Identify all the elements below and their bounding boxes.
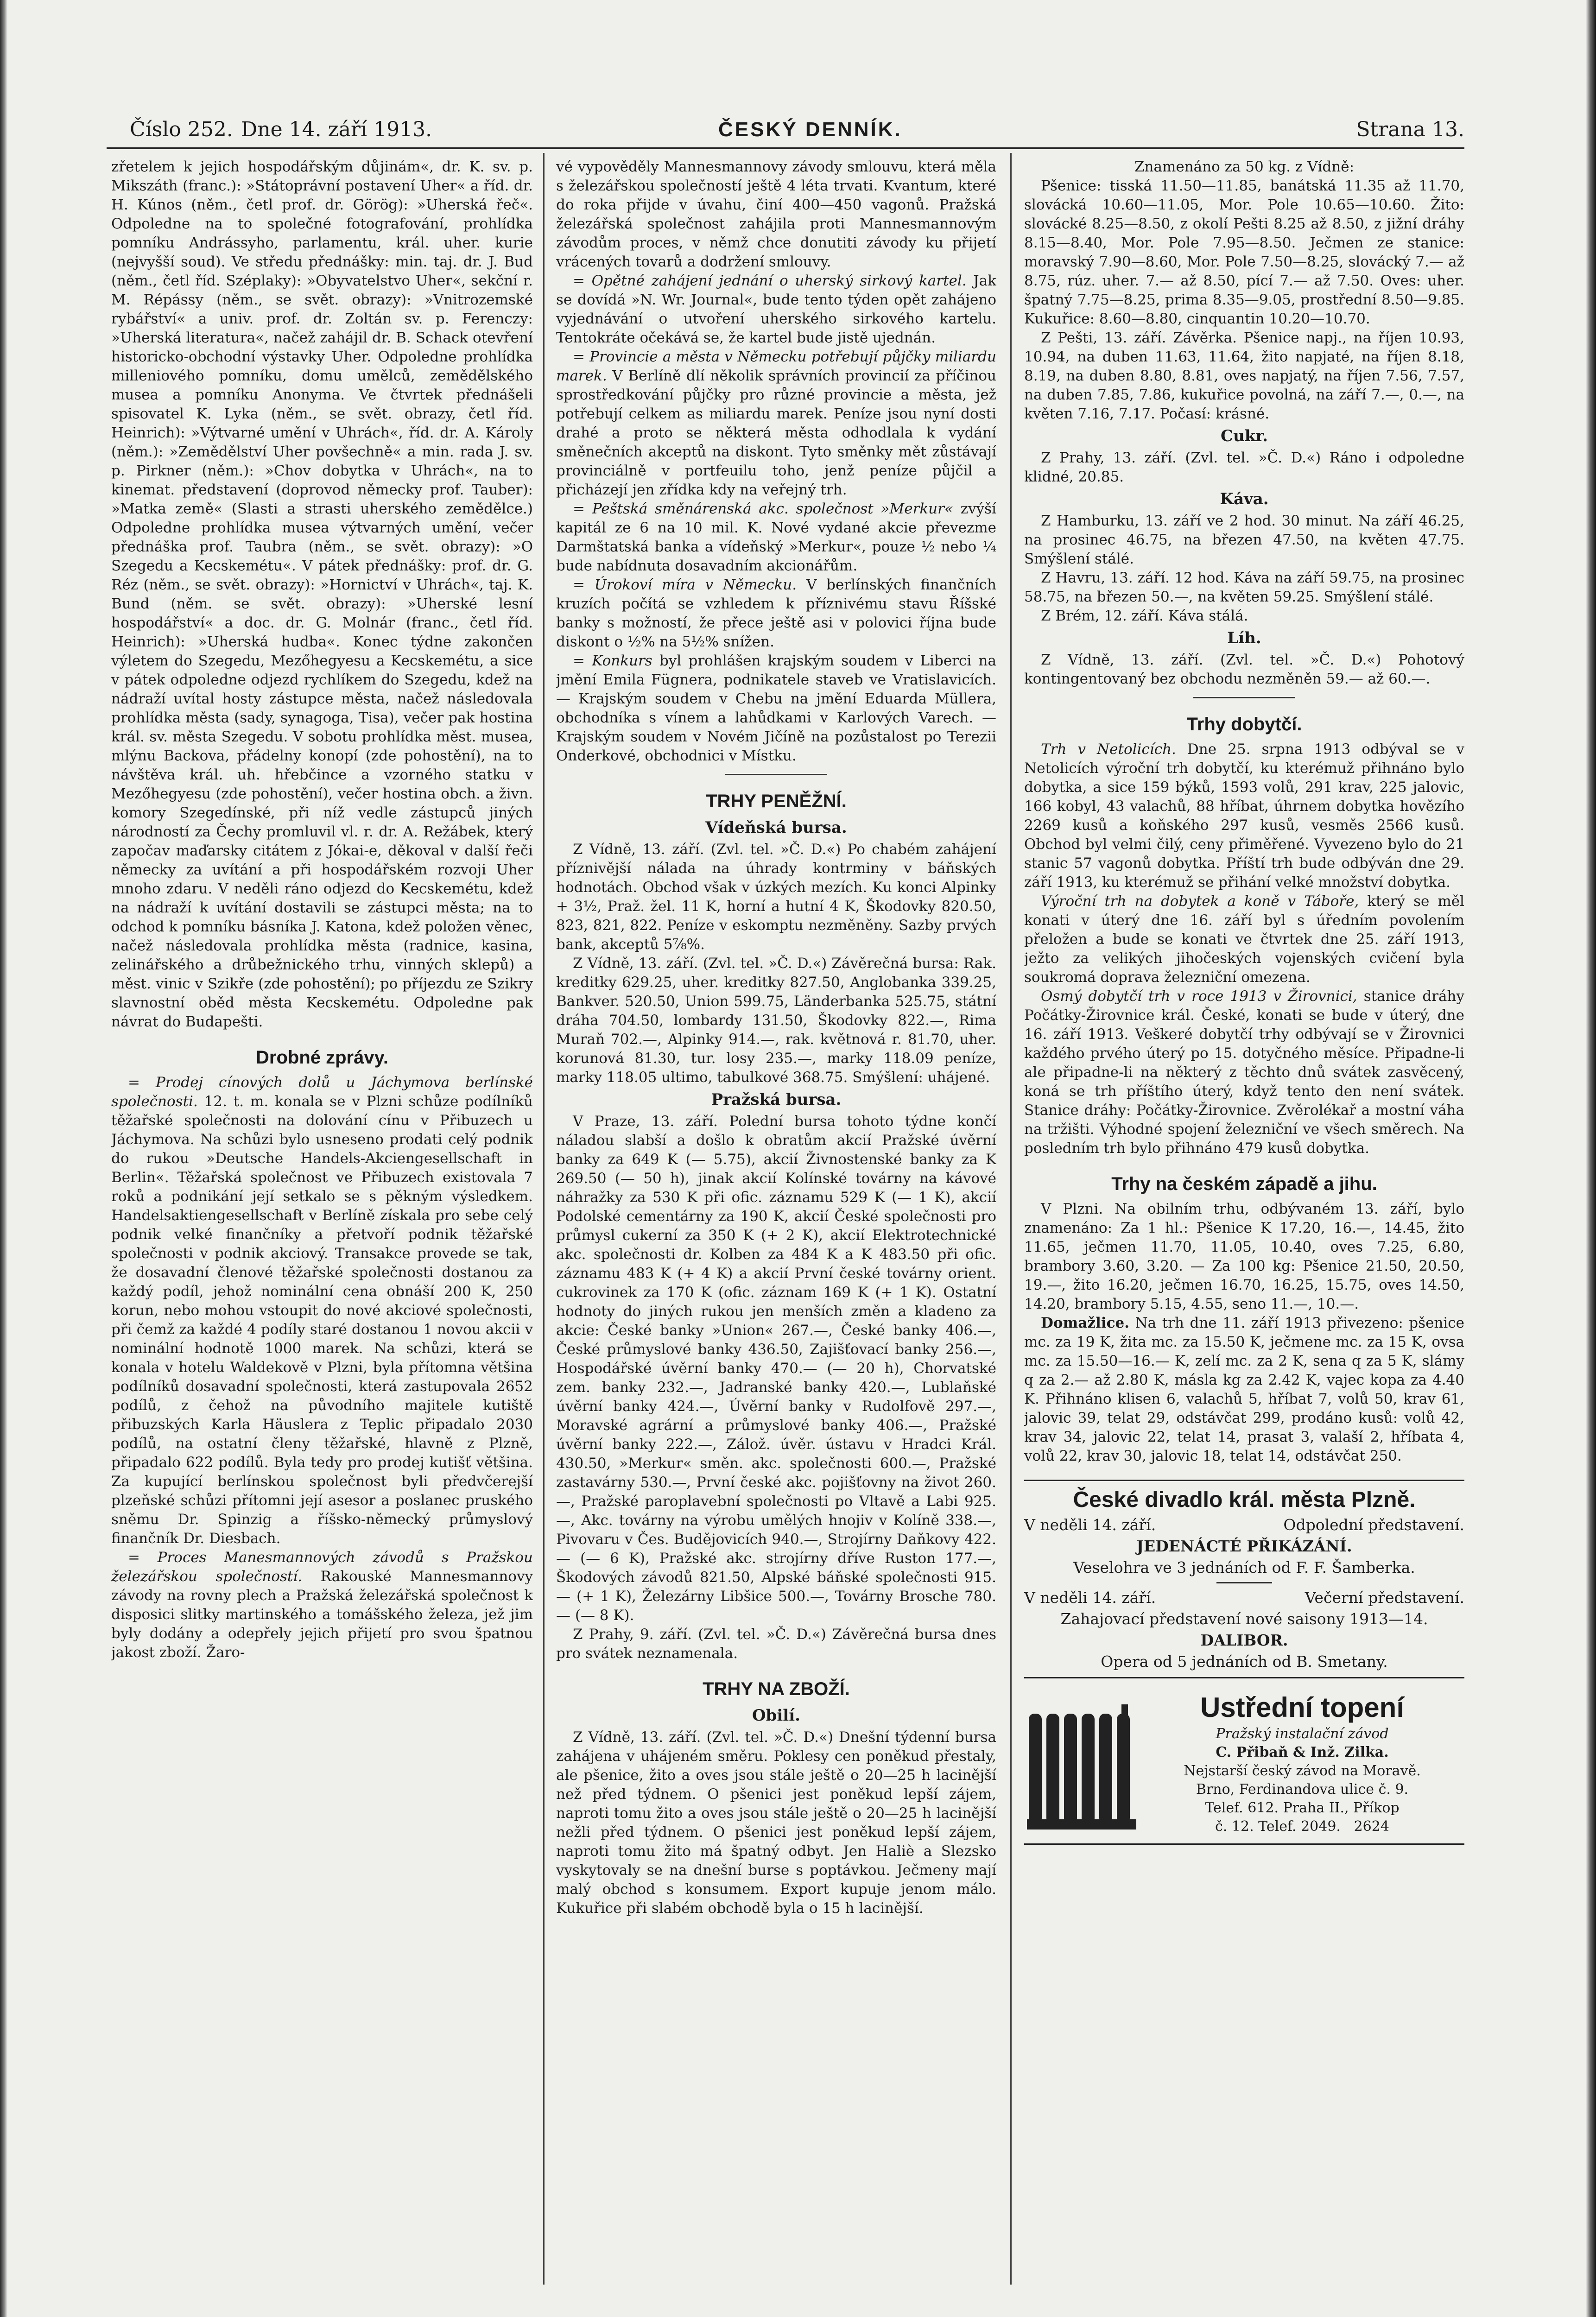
performance-2-date: V neděli 14. září. — [1024, 1589, 1156, 1607]
news-item-body: V Berlíně dlí několik správních provincií za příčinou sprostředkování půjčky pro různé provincie a města, jež potřebují celkem as miliardu marek. Peníze jsou nyní dosti drahé a proto se některá města odhodlala k vydání směnečních akceptů na diskont. Tyto směnky mět zůstávají provinciálně v portfeuilu toho, jenž peníze půjčil a přicházejí jen zřídka kdy na veřejný trh. — [556, 367, 996, 498]
news-item-lead: Trh v Netolicích. — [1041, 741, 1176, 758]
column-divider-2 — [1010, 153, 1012, 2285]
subsection-title-kava: Káva. — [1220, 490, 1269, 508]
news-item — [556, 272, 996, 348]
market-report: Z Vídně, 13. září. (Zvl. tel. »Č. D.«) Závěrečná bursa: Rak. kreditky 629.25, uher. kreditky 827.50, Anglobanka 339.25, Bankver. 520.50, Union 599.75, Länderbanka 525.75, státní dráha 704.50, lombardy 131.50, Škodovky 822.—, Rima Muraň 702.—, Alpinky 914.—, rak. květnová r. 81.70, uher. korunová 81.30, tur. losy 235.—, marky 118.09 peníze, marky 118.05 ultimo, tabulkové 368.75. Smýšlení: uhájené. — [556, 955, 996, 1086]
performance-1-title: JEDENÁCTÉ PŘIKÁZÁNÍ. — [1136, 1537, 1352, 1555]
market-report: Z Vídně, 13. září. (Zvl. tel. »Č. D.«) Pohotový kontingentovaný bez obchodu nezměněn 59.— až 60.—. — [1024, 652, 1464, 687]
news-item-body: Dne 25. srpna 1913 odbýval se v Netolicích výroční trh dobytčí, ku kterémuž přihnáno bylo dobytka, a sice 159 býků, 1593 volů, 291 krav, 225 jalovic, 166 kobyl, 43 valachů, 88 hříbat, úhrnem dobytka hovězího 2269 kusů a koňského 297 kusů, vesměs 2566 kusů. Obchod byl velmi čilý, ceny přiměřené. Vyvezeno bylo do 21 stanic 57 vagonů dobytka. Příští trh bude odbýván dne 29. září 1913, ku kterémuž se přihání velké množství dobytka. — [1024, 741, 1464, 891]
performance-2-title: DALIBOR. — [1200, 1631, 1288, 1649]
masthead: ČESKÝ DENNÍK. — [718, 118, 902, 141]
ad-address: Brno, Ferdinandova ulice č. 9. — [1196, 1781, 1409, 1798]
performance-1-desc: Veselohra ve 3 jednáních od F. F. Šamberka. — [1073, 1558, 1415, 1576]
news-item — [556, 500, 996, 576]
issue-date: Dne 14. září 1913. — [241, 118, 432, 141]
news-item-body: 12. t. m. konala se v Plzni schůze podílníků těžařské společnosti na dolování cínu v Přibuzech u Jáchymova. Na schůzi bylo usneseno prodati celý podnik do rukou »Deutsche Handels-Akciengesellschaft in Berlin«. Těžařská společnost ve Přibuzech existovala 7 roků a podnikání její setkalo se s pěkným výsledkem. Handelsaktiengesellschaft v Berlíně získala pro sebe celý podnik velké finančníky a přetvoří podnik těžařské společnosti v podnik akciový. Transakce provede se tak, že dosavadní členové těžařské společnosti dostanou za každý podíl, jehož nominální cena obnáší 200 K, 250 korun, nebo mohou vstoupit do nové akciové společnosti, při čemž za každé 4 podíly staré dostanou 1 novou akcii v nominální hodnotě 1000 marek. Na schůzi, která se konala v hotelu Waldekově v Plzni, byla přítomna většina podílníků dosavadní společnosti, která zastupovala 2652 podílů, z čehož na původního majitele kutiště přibuzských Karla Häuslera z Teplic připadalo 2030 podílů, na ostatní členy těžařské, hlavně z Plzně, připadalo 622 podílů. Byla tedy pro prodej kutišť většina. Za kupující berlínskou společnost byli předvčerejší plzeňské schůzi přítomni její asesor a poslanec pruského sněmu Dr. Spinzig a říšsko-německý průmyslový finančník Dr. Diesbach. — [111, 1093, 533, 1547]
ad-phone: Telef. 612. Praha II., Příkop — [1205, 1800, 1400, 1816]
market-report: Z Prahy, 13. září. (Zvl. tel. »Č. D.«) Ráno i odpoledne klidné, 20.85. — [1024, 449, 1464, 485]
news-item — [556, 652, 996, 766]
subsection-title-cukr: Cukr. — [1221, 427, 1268, 445]
market-report: Z Vídně, 13. září. (Zvl. tel. »Č. D.«) Po chabém zahájení příznivější nálada na úhrady kontrminy v báňských hodnotách. Obchod však v úzkých mezích. Ku konci Alpinky + 3½, Praž. žel. 11 K, horní a hutní 4 K, Škodovky 820.50, 823, 821, 822. Peníze v eskomptu nezměněny. Sazby prvých bank, akceptů 5⅞%. — [556, 841, 996, 953]
performance-2-type: Večerní představení. — [1305, 1589, 1464, 1607]
page-number: Strana 13. — [1356, 118, 1464, 141]
section-title-trhy-penezni: TRHY PENĚŽNÍ. — [706, 791, 847, 811]
performance-1-type: Odpolední představení. — [1283, 1516, 1464, 1534]
market-report: Z Hamburku, 13. září ve 2 hod. 30 minut. Na září 46.25, na prosinec 46.75, na březen 47.50, na květen 47.75. Smýšlení stálé. — [1024, 513, 1464, 567]
radiator-icon — [1024, 1690, 1140, 1830]
price-list: Z Pešti, 13. září. Závěrka. Pšenice napj., na říjen 10.93, 10.94, na duben 11.63, 11.64, žito napjaté, na říjen 8.18, 8.19, na duben 8.80, 8.81, oves napjatý, na říjen 7.56, 7.57, na duben 7.85, 7.86, kukuřice povolná, na září 7.—, 0.—, na květen 7.16, 7.17. Počasí: krásné. — [1024, 329, 1464, 422]
issue-number: Číslo 252. — [130, 118, 233, 141]
theater-title: České divadlo král. města Plzně. — [1073, 1488, 1416, 1512]
ad-phone — [1140, 1817, 1464, 1836]
news-item-body: Jak se dovídá »N. Wr. Journal«, bude tento týden opět zahájeno vyjednávání o utvoření uherského sirkového kartelu. Tentokráte očekává se, že kartel bude jistě ujednán. — [556, 272, 996, 346]
divider — [1193, 697, 1295, 698]
price-list: Pšenice: tisská 11.50—11.85, banátská 11.35 až 11.70, slovácká 10.60—11.05, Mor. Pole 10.65—10.60. Žito: slovácké 8.25—8.50, z okolí Pešti 8.25 až 8.50, z jižní dráhy 8.15—8.40, Mor. Pole 7.95—8.50. Ječmen ze stanice: moravský 7.90—8.60, Mor. Pole 7.50—8.25, slovácký 7.— až 8.75, rúz. uher. 7.— až 8.50, pící 7.— až 7.50. Oves: uher. špatný 7.75—8.25, prima 8.35—9.05, prostřední 8.50—9.85. Kukuřice: 8.60—8.80, cinquantin 10.20—10.70. — [1024, 177, 1464, 327]
column-3 — [1024, 158, 1464, 2289]
news-item — [556, 348, 996, 500]
ad-title: Ustřední topení — [1200, 1692, 1404, 1723]
section-title-trhy-dobytci: Trhy dobytčí. — [1186, 714, 1302, 734]
header-rule — [107, 147, 1464, 149]
ad-reference-number: 2624 — [1354, 1818, 1389, 1835]
news-item-lead: Domažlice. — [1041, 1315, 1129, 1331]
scan-edge-left — [0, 0, 7, 2317]
performance-2-desc: Zahajovací představení nové saisony 1913—14. — [1060, 1610, 1428, 1628]
news-item-lead: = Peštská směnárenská akc. společnost »Merkur« — [573, 500, 953, 517]
news-item — [556, 576, 996, 652]
news-item-lead: = Opětné zahájení jednání o uherský sirkový kartel. — [573, 272, 967, 289]
scan-edge-right — [1586, 0, 1596, 2317]
ad-phone-2: č. 12. Telef. 2049. — [1215, 1818, 1341, 1835]
market-report: V Praze, 13. září. Polední bursa tohoto týdne končí náladou slabší a došlo k obratům akcií Pražské úvěrní banky za 649 K (— 5.75), akcií Živnostenské banky za K 269.50 (— 50 h), jinak akcií Kolínské továrny na kávové náhražky za 530 K při ofic. záznamu 529 K (— 1 K), akcií Podolské cementárny za 190 K, akcií České společnosti pro průmysl cukerní za 350 K (+ 2 K), akcií Elektrotechnické akc. společnosti dr. Kolben za 484 K a K 483.50 při ofic. záznamu 483 K (+ 4 K) a akcií První české továrny orient. cukrovinek za 170 K (ofic. záznam 169 K (+ 1 K). Ostatní hodnoty do jiných rukou jen menších změn a kladeno za akcie: České banky »Union« 267.—, České banky 406.—, České průmyslové banky 436.50, Zajišťovací banky 256.—, Hospodářské úvěrní banky 470.— (— 20 h), Chorvatské zem. banky 232.—, Jadranské banky 420.—, Lublaňské úvěrní banky 424.—, Úvěrní banky v Rudolfově 297.—, Moravské agrární a průmyslové banky 406.—, Pražské úvěrní banky 222.—, Zálož. úvěr. ústavu v Hradci Král. 430.50, »Merkur« směn. akc. společnosti 600.—, Pražské zastavárny 530.—, První české akc. pojišťovny na život 260.—, Pražské paroplavební společnosti po Vltavě a Labi 925.—, Akc. továrny na výrobu umělých hnojiv v Kolíně 338.—, Pivovaru v Čes. Budějovicích 940.—, Strojírny Daňkovy 422.— (— 6 K), Pražské akc. strojírny dříve Ruston 177.—, Škodových závodů 821.50, Alpské báňské společnosti 915.— (+ 1 K), Železárny Libšice 500.—, Továrny Brosche 780.— (— 8 K). — [556, 1113, 996, 1624]
ad-line: Pražský instalační závod — [1216, 1726, 1389, 1742]
column-1 — [111, 158, 533, 2289]
news-item-lead: = Konkurs — [573, 652, 652, 669]
section-title-drobne-zpravy: Drobné zprávy. — [256, 1047, 388, 1068]
price-note: Znamenáno za 50 kg. z Vídně: — [1134, 158, 1355, 175]
subsection-title-viden: Vídeňská bursa. — [705, 818, 847, 837]
news-item — [1024, 740, 1464, 892]
market-report: Z Havru, 13. září. 12 hod. Káva na září 59.75, na prosinec 58.75, na březen 50.—, na květen 59.25. Smýšlení stálé. — [1024, 570, 1464, 605]
ad-line: Nejstarší český závod na Moravě. — [1184, 1763, 1421, 1779]
news-item-lead: = Provincie a města v Německu potřebují půjčky miliardu marek. — [556, 348, 996, 384]
news-item — [1024, 1314, 1464, 1466]
news-item-body: Rakouské Mannesmannovy závody na rovny plech a Pražská železářská společnost k disposici slitky martinského a tomášského železa, jež jim byly dodány a odepřely jejich přijetí pro svou špatnou jakost zboží. Žaro- — [111, 1568, 533, 1661]
performance-2-sub: Opera od 5 jednáních od B. Smetany. — [1101, 1652, 1388, 1671]
ad-text — [1140, 1690, 1464, 1843]
section-title-trhy-na-zbozi: TRHY NA ZBOŽÍ. — [703, 1679, 850, 1699]
column-divider-1 — [543, 153, 545, 2285]
market-report: Z Brém, 12. září. Káva stálá. — [1041, 608, 1248, 624]
market-report: Z Prahy, 9. září. (Zvl. tel. »Č. D.«) Závěrečná bursa dnes pro svátek neznamenala. — [556, 1626, 996, 1662]
section-title-trhy-zapad-jih: Trhy na českém západě a jihu. — [1111, 1174, 1377, 1194]
news-item-body: vé vypověděly Mannesmannovy závody smlouvu, která měla s železářskou společností ještě 4 léta trvati. Kvantum, které do roka přijde v úvahu, činí 400—450 vagonů. Pražská železářská společnost zahájila proti Mannesmannovým závodům proces, v němž chce donutiti závody ku přijetí vrácených tovarů a dodržení smlouvy. — [556, 158, 996, 270]
news-item-lead: = Prodej cínových dolů u Jáchymova berlínské společnosti. — [111, 1074, 533, 1110]
column-2 — [556, 158, 996, 2289]
performance-2-header — [1024, 1587, 1464, 1608]
article-text: zřetelem k jejich hospodářským důjinám«, dr. K. sv. p. Mikszáth (franc.): »Státoprávní postavení Uher« a říd. dr. H. Kúnos (něm., četl prof. dr. Görög): »Uherská řeč«. Odpoledne na to společné fotografování, prohlídka pomníku Andrássyho, parlamentu, král. uher. kurie (nejvyšší soud). Ve středu přednášky: min. taj. dr. J. Bud (něm., četl říd. Széplaky): »Obyvatelstvo Uher«, sekční r. M. Répássy (něm., se svět. obrazy): »Vnitrozemské rybářství« a univ. prof. dr. Zoltán sv. p. Ferenczy: »Uherská literatura«, načež zahájil dr. B. Schack otevření historicko-obchodní výstavky Uher. Odpoledne prohlídka milleniového pomníku, domu umělců, zemědělského musea a pomníku Anonyma. Ve čtvrtek přednášeli spisovatel K. Lyka (něm., se svět. obrazy, četl říd. Heinrich): »Výtvarné umění v Uhrách«, říd. dr. A. Károly (něm.): »Zemědělství Uher povšechně« a min. rada J. sv. p. Pirkner (něm.): »Chov dobytka v Uhrách«, na to kinemat. představení (doprovod německy prof. Tauber): »Matka země« (Slasti a strasti uherského zemědělce.) Odpoledne prohlídka musea výtvarných umění, večer přednáška prof. Taubra (něm., se svět. obrazy): »O Szegedu a Kecskemétu«. V pátek přednášky: prof. dr. G. Réz (něm., se svět. obrazy): »Hornictví v Uhrách«, taj. K. Bund (něm. se svět. obrazy): »Uherské lesní hospodářství« a doc. dr. G. Molnár (franc., četl říd. Heinrich): »Uherská hudba«. Konec týdne zakončen výletem do Szegedu, Mezőhegyesu a Kecskemétu, a sice v pátek odpoledne odjezd rychlíkem do Szegedu, kdež na nádraží uvítal hosty zástupce města, načež následovala prohlídka města (sady, synagoga, Tisa), večer pak hostina král. sv. města Szegedu. V sobotu prohlídka měst. musea, mlýnu Backova, přádelny konopí (zde pohostění), na to návštěva král. uh. hřebčince a vzorného statku v Mezőhegyesu (zde pohostění), večer hostina obch. a živn. komory Szegedínské, při níž vedle zástupců jiných národností za Čechy promluvil vl. r. dr. A. Režábek, který započav maďarsky citátem z Jókai-e, děkoval v další řeči německy za uvítání a při hospodářském rozvoji Uher mnoho zdaru. V neděli ráno odjezd do Kecskemétu, kdež na nádraží k uvítání dostavili se zástupci města; na to odchod k pomníku básníka J. Katona, kdež položen věnec, načež následovala prohlídka města (radnice, kasina, zelinářského a drůbežnického trhu, vinných sklepů) a měst. vinic v Szikře (zde pohostění); po příjezdu ze Szikry slavnostní oběd města Kecskemétu. Odpoledne pak návrat do Budapešti. — [111, 158, 533, 1030]
heating-advertisement — [1024, 1683, 1464, 1845]
subsection-title-lih: Líh. — [1227, 629, 1261, 647]
ad-company: C. Přibaň & Inž. Zilka. — [1216, 1744, 1389, 1760]
performance-1-date: V neděli 14. září. — [1024, 1516, 1156, 1534]
news-item — [111, 1548, 533, 1662]
divider — [1216, 1582, 1272, 1583]
news-item-body: byl prohlášen krajským soudem v Liberci na jmění Emila Fügnera, podnikatele staveb ve Vratislavicích. — Krajským soudem v Chebu na jmění Eduarda Müllera, obchodníka s vínem a lahůdkami v Karlových Varech. — Krajským soudem v Novém Jičíně na pozůstalost po Terezii Onderkové, obchodnici v Místku. — [556, 652, 996, 764]
performance-1-header — [1024, 1514, 1464, 1536]
market-report: Z Vídně, 13. září. (Zvl. tel. »Č. D.«) Dnešní týdenní bursa zahájena v uhájeném směru. Poklesy cen poněkud přestaly, ale pšenice, žito a oves jsou stále ještě o 20—25 h lacinější než před týdnem. O pšenici jest poněkud lepší zájem, naproti tomu žito a oves jsou stále ještě o 20—25 h lacinější nežli před týdnem. O pšenici jest poněkud lepší zájem, naproti tomu žito má špatný odbyt. Jen Haliè a Slezsko vyskytovaly se na dnešní burse s poptávkou. Ječmeny mají malý obchod s konsumem. Export kupuje jenom málo. Kukuřice při slabém obchodě byla o 15 h lacinější. — [556, 1729, 996, 1917]
divider — [725, 774, 827, 775]
market-report: V Plzni. Na obilním trhu, odbývaném 13. září, bylo znamenáno: Za 1 hl.: Pšenice K 17.20, 16.—, 14.45, žito 11.65, ječmen 11.70, 11.05, 10.40, oves 7.25, 6.80, brambory 3.60, 3.20. — Za 100 kg: Pšenice 21.50, 20.50, 19.—, žito 16.20, ječmen 16.70, 16.25, 15.75, oves 14.50, 14.20, brambory 5.15, 4.55, seno 11.—, 10.—. — [1024, 1201, 1464, 1312]
news-item-body: který se měl konati v úterý dne 16. září byl s úředním povolením přeložen a bude se konati ve čtvrtek dne 25. září 1913, ježto za velikých jihočeských vojenských cvičení byla soukromá doprava železniční omezena. — [1024, 893, 1464, 986]
news-item-body: stanice dráhy Počátky-Žirovnice král. České, konati se bude v úterý, dne 16. září 1913. Veškeré dobytčí trhy odbývají se v Žirovnici každého prvého úterý po 15. dotyčného měsíce. Připadne-li ale připadne-li na některý z těchto dnů svátek zasvěcený, koná se trh příštího úterý, když tento den není svátek. Stanice dráhy: Počátky-Žirovnice. Zvěrolékař a mostní váha na tržišti. Výhodné spojení železniční ve všech směrech. Na posledním trh bylo přihnáno 479 kusů dobytka. — [1024, 988, 1464, 1157]
news-item-body: zvýší kapitál ze 6 na 10 mil. K. Nové vydané akcie převezme Darmštatská banka a vídeňský »Merkur«, pouze ½ nebo ¼ bude nabídnuta dosavadním akcionářům. — [556, 500, 996, 574]
subsection-title-praha: Pražská bursa. — [711, 1090, 842, 1109]
news-item — [1024, 987, 1464, 1158]
news-item-body: V berlínských finančních kruzích počítá se vzhledem k příznivému stavu Říšské banky s možností, že přece ještě asi v polovici října bude diskont o ½% na 5½% snížen. — [556, 576, 996, 650]
news-item — [1024, 892, 1464, 987]
news-item-lead: = Proces Manesmannových závodů s Pražskou železářskou společností. — [111, 1549, 533, 1585]
news-item-lead: Výroční trh na dobytek a koně v Táboře, — [1041, 893, 1359, 910]
page-header — [130, 111, 1464, 148]
news-item-body: Na trh dne 11. září 1913 přivezeno: pšenice mc. za 19 K, žita mc. za 15.50 K, ječmene mc. za 15 K, ovsa mc. za 15.50—16.— K, zelí mc. za 2 K, sena q za 5 K, slámy q za 2.— až 2.80 K, másla kg za 2.42 K, vajec kopa za 4.40 K. Přihnáno klisen 6, valachů 5, hříbat 7, volů 50, krav 61, jalovic 39, telat 29, odstávčat 299, prodáno kusů: volů 42, krav 34, jalovic 22, telat 14, prasat 3, valaší 2, hříbata 4, volů 22, krav 30, jalovic 18, telat 14, odstávčat 250. — [1024, 1315, 1464, 1464]
news-item-lead: Osmý dobytčí trh v roce 1913 v Žirovnici, — [1041, 988, 1357, 1005]
news-item-lead: = Úrokoví míra v Německu. — [573, 576, 797, 593]
news-item — [111, 1073, 533, 1548]
theater-announcement — [1024, 1480, 1464, 1678]
subsection-title-obili: Obilí. — [752, 1706, 800, 1725]
